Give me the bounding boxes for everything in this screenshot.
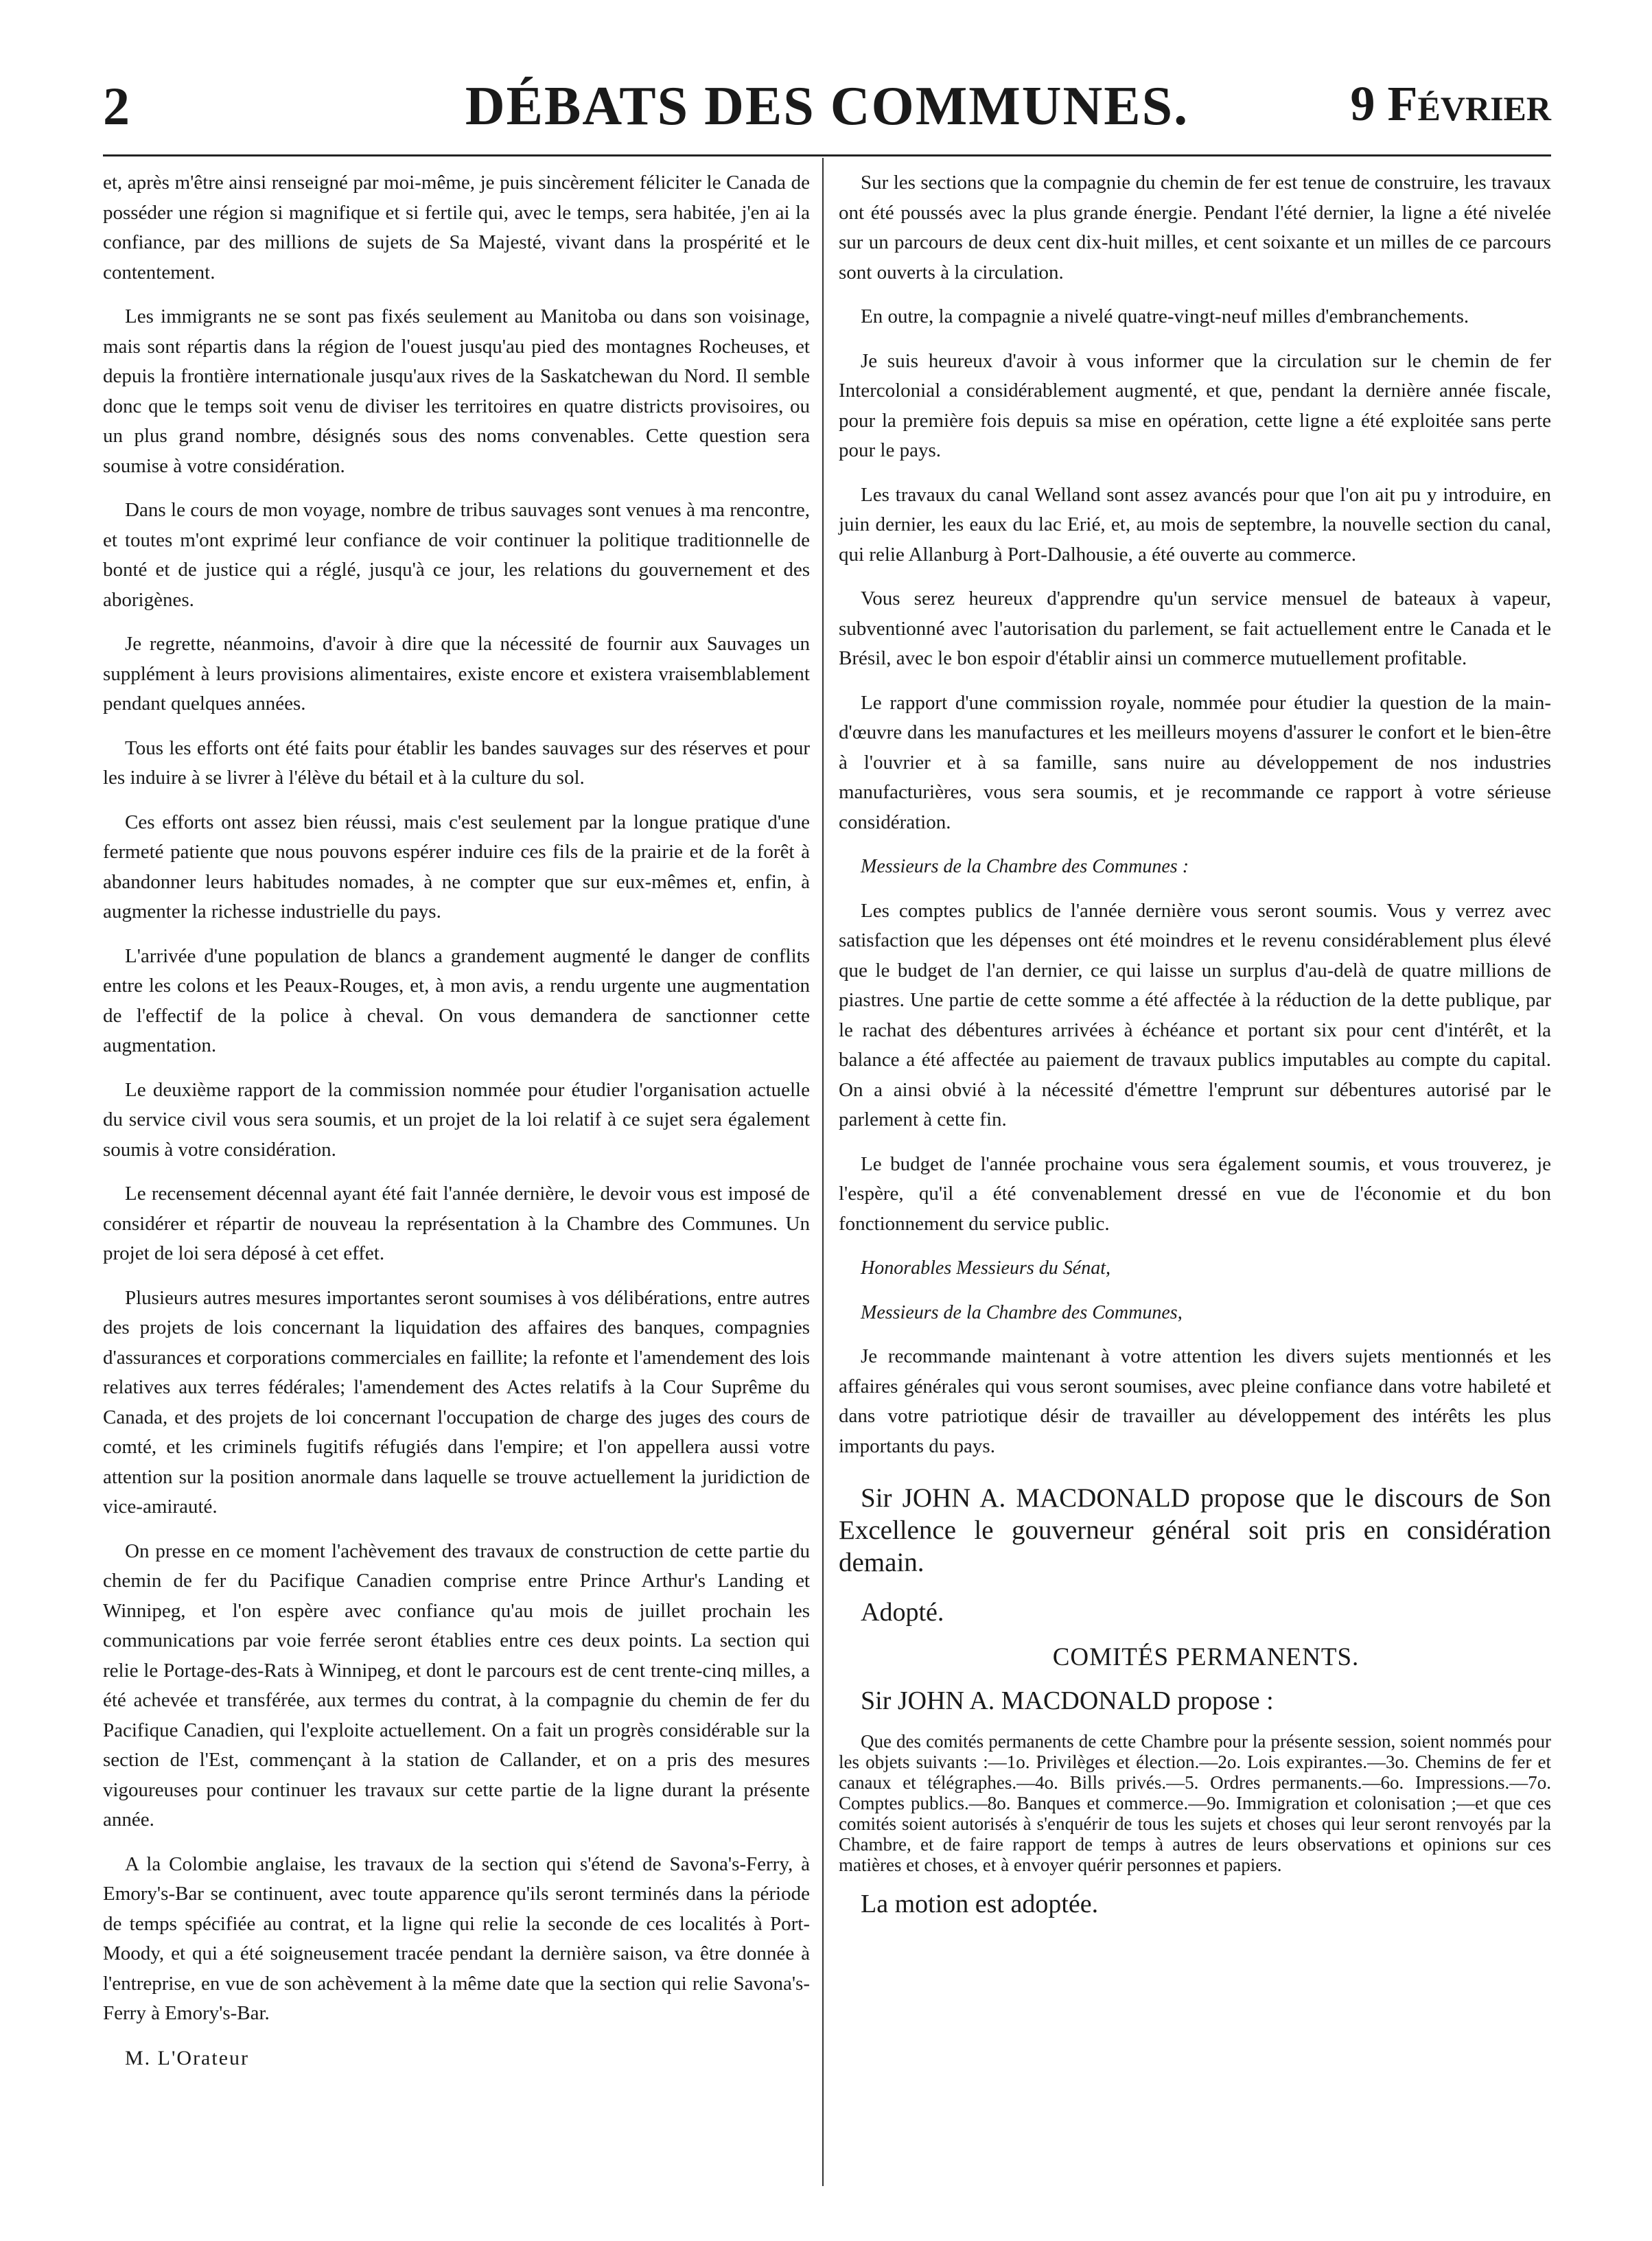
page-number: 2 xyxy=(103,76,130,136)
paragraph: Les travaux du canal Welland sont assez avancés pour que l'on ait pu y introduire, en juin dernier, les eaux du lac Erié, et, au mois de septembre, la nouvelle section du canal, qui relie Allanburg à Port-Dalhousie, a été ouverte au commerce. xyxy=(839,483,1551,566)
paragraph: Le deuxième rapport de la commission nommée pour étudier l'organisation actuelle du service civil vous sera soumis, et un projet de la loi relatif à ce sujet sera également soumis à votre considération. xyxy=(103,1078,810,1161)
paragraph: Le rapport d'une commission royale, nommée pour étudier la question de la main-d'œuvre dans les manufactures et les meilleurs moyens d'assurer le confort et le bien-être à l'ouvrier et à sa famille, sans nuire au développement de nos industries manufacturières, vous sera soumis, et je recommande ce rapport à votre sérieuse considération. xyxy=(839,691,1551,833)
paragraph: Les immigrants ne se sont pas fixés seulement au Manitoba ou dans son voisinage, mais sont répartis dans la région de l'ouest jusqu'au pied des montagnes Rocheuses, et depuis la frontière internationale jusqu'aux rives de la Saskatchewan du Nord. Il semble donc que le temps soit venu de diviser les territoires en quatre districts provisoires, ou un plus grand nombre, désignés sous des noms convenables. Cette question sera soumise à votre considération. xyxy=(103,305,810,477)
page-date: 9 Février xyxy=(1350,76,1551,131)
paragraph: Sur les sections que la compagnie du chemin de fer est tenue de construire, les travaux ont été poussés avec la plus grande énergie. Pendant l'été dernier, la ligne a été nivelée sur un parcours de deux cent dix-huit milles, et cent soixante et un milles de ce parcours sont ouverts à la circulation. xyxy=(839,172,1551,283)
page-title: DÉBATS DES COMMUNES. xyxy=(465,76,1189,137)
paragraph: Je recommande maintenant à votre attention les divers sujets mentionnés et les affaires générales qui vous seront soumises, avec pleine confiance dans votre habileté et dans votre patriotique désir de travailler au développement des intérêts les plus importants du pays. xyxy=(839,1345,1551,1457)
column-divider xyxy=(822,158,824,2186)
paragraph: Les comptes publics de l'année dernière vous seront soumis. Vous y verrez avec satisfaction que les dépenses ont été moindres et le revenu considérablement plus élevé que le budget de l'an dernier, ce qui laisse un surplus d'au-delà de quatre millions de piastres. Une partie de cette somme a été affectée à la réduction de la dette publique, par le rachat des débentures arrivées à échéance et portant six pour cent d'intérêt, et la balance a été affectée au paiement de travaux publics imputables au compte du capital. On a ainsi obvié à la nécessité d'émettre l'emprunt sur débentures autorisé par le parlement à cette fin. xyxy=(839,899,1551,1130)
speaker-footer: M. L'Orateur xyxy=(125,2046,250,2069)
paragraph: Tous les efforts ont été faits pour établir les bandes sauvages sur des réserves et pour les induire à se livrer à l'élève du bétail et à la culture du sol. xyxy=(103,736,810,789)
paragraph: Le recensement décennal ayant été fait l'année dernière, le devoir vous est imposé de considérer et répartir de nouveau la représentation à la Chambre des Communes. Un projet de loi sera déposé à cet effet. xyxy=(103,1183,810,1264)
section-heading: COMITÉS PERMANENTS. xyxy=(1052,1642,1360,1671)
paragraph: Dans le cours de mon voyage, nombre de tribus sauvages sont venues à ma rencontre, et toutes m'ont exprimé leur confiance de voir continuer la politique traditionnelle de bonté et de justice qui a réglé, jusqu'à ce jour, les relations du gouvernement et des aborigènes. xyxy=(103,499,810,611)
paragraph: Le budget de l'année prochaine vous sera également soumis, et vous trouverez, je l'espère, qu'il a été convenablement dressé en vue de l'économie et du bon fonctionnement du service public. xyxy=(839,1152,1551,1235)
address-heading-senate: Honorables Messieurs du Sénat, xyxy=(861,1257,1110,1279)
committees-text: Que des comités permanents de cette Chambre pour la présente session, soient nommés pour les objets suivants :—1o. Privilèges et élection.—2o. Lois expirantes.—3o. Chemins de fer et canaux et télégraphes.—4o. Bills privés.—5. Ordres permanents.—6o. Impressions.—7o. Comptes publics.—8o. Banques et commerce.—9o. Immigration et colonisation ;—et que ces comités soient autorisés à s'enquérir de tous les sujets et choses qui leur seront renvoyés par la Chambre, et de faire rapport de temps à autres de leurs observations et opinions sur ces matières et choses, et à envoyer quérir personnes et papiers. xyxy=(839,1730,1551,1875)
paragraph: Je suis heureux d'avoir à vous informer que la circulation sur le chemin de fer Intercolonial a considérablement augmenté, et que, pendant la dernière année fiscale, pour la première fois depuis sa mise en opération, cette ligne a été exploitée sans perte pour le pays. xyxy=(839,349,1551,461)
paragraph: Plusieurs autres mesures importantes seront soumises à vos délibérations, entre autres des projets de lois concernant la liquidation des affaires des banques, compagnies d'assurances et corporations commerciales en faillite; la refonte et l'amendement des lois relatives aux terres fédérales; l'amendement des Actes relatifs à la Cour Suprême du Canada, et des projets de loi concernant l'occupation de charge des juges des cours de comté, et les criminels fugitifs réfugiés dans l'empire; et l'on appellera aussi votre attention sur la position anormale dans laquelle se trouve actuellement la juridiction de vice-amirauté. xyxy=(103,1286,810,1518)
paragraph: Vous serez heureux d'apprendre qu'un service mensuel de bateaux à vapeur, subventionné avec l'autorisation du parlement, se fait actuellement entre le Canada et le Brésil, avec le bon espoir d'établir ainsi un commerce mutuellement profitable. xyxy=(839,588,1551,669)
paragraph: L'arrivée d'une population de blancs a grandement augmenté le danger de conflits entre les colons et les Peaux-Rouges, et, à mon avis, a rendu urgente une augmentation de l'effectif de la police à cheval. On vous demandera de sanctionner cette augmentation. xyxy=(103,944,810,1056)
address-heading-commons-2: Messieurs de la Chambre des Communes, xyxy=(861,1301,1183,1323)
motion-adopted-text: La motion est adoptée. xyxy=(861,1889,1099,1918)
header-rule xyxy=(103,154,1551,156)
right-column xyxy=(839,168,1551,1934)
page-header xyxy=(103,76,1551,151)
paragraph: Je regrette, néanmoins, d'avoir à dire que la nécessité de fournir aux Sauvages un supplément à leurs provisions alimentaires, existe encore et existera vraisemblablement pendant quelques années. xyxy=(103,633,810,715)
paragraph: Ces efforts ont assez bien réussi, mais c'est seulement par la longue pratique d'une fermeté patiente que nous pouvons espérer induire ces fils de la prairie et de la forêt à abandonner leurs habitudes nomades, à ne compter que sur eux-mêmes et, enfin, à augmenter la richesse industrielle du pays. xyxy=(103,811,810,922)
address-heading-commons: Messieurs de la Chambre des Communes : xyxy=(861,856,1189,877)
adopted-text: Adopté. xyxy=(861,1598,944,1627)
paragraph: En outre, la compagnie a nivelé quatre-vingt-neuf milles d'embranchements. xyxy=(861,305,1469,327)
left-column xyxy=(103,168,810,2087)
paragraph: On presse en ce moment l'achèvement des travaux de construction de cette partie du chemin de fer du Pacifique Canadien comprise entre Prince Arthur's Landing et Winnipeg, et l'on espère avec confiance qu'au mois de juillet prochain les communications par voie ferrée seront établies entre ces deux points. La section qui relie le Portage-des-Rats à Winnipeg, et dont le parcours est de cent trente-cinq milles, a été achevée et transférée, aux termes du contrat, à la compagnie du chemin de fer du Pacifique Canadien, qui l'exploite actuellement. On a fait un progrès considérable sur la section de l'Est, commençant à la station de Callander, et on a pris des mesures vigoureuses pour continuer les travaux sur cette partie de la ligne durant la présente année. xyxy=(103,1540,810,1831)
paragraph: A la Colombie anglaise, les travaux de la section qui s'étend de Savona's-Ferry, à Emory's-Bar se continuent, avec toute apparence qu'ils seront terminés dans la période de temps spécifiée au contrat, et la ligne qui relie la seconde de ces localités à Port-Moody, et qui a été soigneusement tracée pendant la dernière saison, va être donnée à l'entreprise, en vue de son achèvement à la même date que la section qui relie Savona's-Ferry à Emory's-Bar. xyxy=(103,1853,810,2024)
paragraph: et, après m'être ainsi renseigné par moi-même, je puis sincèrement féliciter le Canada de posséder une région si magnifique et si fertile qui, avec le temps, sera habitée, j'en ai la confiance, par des millions de sujets de Sa Majesté, vivant dans la prospérité et le contentement. xyxy=(103,172,810,283)
motion-propose: Sir JOHN A. MACDONALD propose : xyxy=(861,1686,1274,1715)
motion-text: Sir JOHN A. MACDONALD propose que le discours de Son Excellence le gouverneur général soit pris en considération demain. xyxy=(839,1483,1551,1577)
